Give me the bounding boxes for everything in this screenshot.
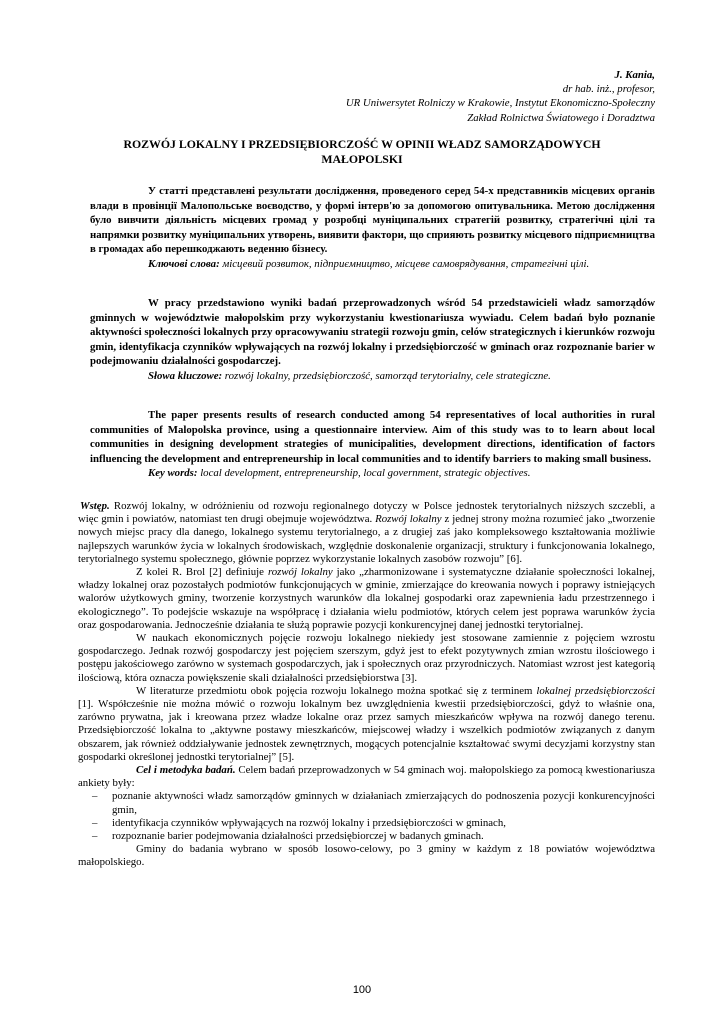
paragraph-text: Rozwój lokalny, w odróżnieniu od rozwoju regionalnego dotyczy w Polsce jednostek terytorialnych niższych szczebli, a więc gmin i powiatów, natomiast ten drugi obejmuje województwa. [78, 500, 655, 526]
list-item [78, 830, 655, 843]
section-label: Wstęp. [80, 500, 110, 512]
section-label: Cel i metodyka badań. [136, 764, 236, 777]
body-paragraph [78, 566, 655, 632]
list-item [78, 817, 655, 830]
keywords-label: Słowa kluczowe: [148, 369, 223, 382]
abstract-text: The paper presents results of research conducted among 54 representatives of local authorities in rural communities of Malopolska province, using a questionnaire interview. Aim of this study was to to learn about local communities in designing development strategies of municipalities, development directions, identification of factors influencing the development and entrepreneurship in local communities and to identify barriers to making small business. [90, 409, 655, 465]
article-title-line: ROZWÓJ LOKALNY I PRZEDSIĘBIORCZOŚĆ W OPINII WŁADZ SAMORZĄDOWYCH [123, 137, 601, 151]
list-item-text: rozpoznanie barier podejmowania działalności przedsiębiorczej w badanych gminach. [112, 830, 484, 843]
keywords-line [90, 466, 655, 481]
italic-term: Rozwój lokalny [375, 513, 442, 526]
keywords-text: rozwój lokalny, przedsiębiorczość, samorząd terytorialny, cele strategiczne. [224, 369, 551, 382]
abstract-ukrainian [90, 184, 655, 271]
keywords-text: місцевий розвиток, підприємництво, місцеве самоврядування, стратегічні цілі. [222, 257, 590, 270]
dash-marker: – [92, 790, 98, 803]
body-paragraph [78, 764, 655, 790]
paragraph-text: jako „zharmonizowane i systematyczne działanie społeczności lokalnej, władzy lokalnej oraz pozostałych podmiotów funkcjonujących w gminie, zmierzające do kreowania nowych i poprawy istniejących walorów użytkowych gminy, tworzenie korzystnych warunków dla lokalnej gospodarki oraz zapewnienia ładu przestrzennego i ekologicznego”. To podejście wskazuje na współpracę i działania wielu podmiotów, których celem jest poprawa warunków życia oraz gospodarowania. Jednocześnie działania te służą poprawie pozycji konkurencyjnej danej jednostki terytorialnej. [78, 566, 655, 631]
author-block [250, 68, 655, 125]
list-item-text: poznanie aktywności władz samorządów gminnych w działaniach zmierzających do podnoszenia pozycji konkurencyjności gmin, [112, 790, 655, 816]
paragraph-text: W literaturze przedmiotu obok pojęcia rozwoju lokalnego można spotkać się z terminem [136, 684, 537, 697]
author-institution: UR Uniwersytet Rolniczy w Krakowie, Instytut Ekonomiczno-Społeczny [345, 97, 655, 110]
dash-marker: – [92, 830, 98, 843]
list-item [78, 790, 655, 816]
paragraph-text: [1]. Współcześnie nie można mówić o rozwoju lokalnym bez uwzględnienia kwestii przedsiębiorczości, gdyż to właśnie ona, zarówno prywatna, jak i kreowana przez władze lokalne oraz przez samych mieszkańców wpływa na rozwój danego terenu. Przedsiębiorczość lokalna to „aktywne postawy mieszkańców, miejscowej władzy i wszelkich podmiotów związanych z danym obszarem, jak również oddziaływanie jednostek zewnętrznych, mogących potencjalnie kształtować swymi decyzjami korzystny stan gospodarki określonej jednostki terytorialnej” [5]. [78, 698, 655, 763]
abstract-polish [90, 296, 655, 383]
keywords-label: Ключові слова: [148, 257, 220, 270]
page-number: 100 [352, 984, 372, 996]
author-department: Zakład Rolnictwa Światowego i Doradztwa [467, 111, 655, 124]
abstract-text: У статті представлені результати дослідження, проведеного серед 54-х представників місцевих органів влади в провінції Малопольське воєводство, у формі інтерв'ю за допомогою опитувальника. Метою дослідження було вивчити діяльність місцевих громад у розробці муніципальних стратегій розвитку, стратегічні цілі та напрямки розвитку муніципальних утворень, виявити фактори, що сприяють розвитку місцевого підприємництва в громадах або перешкоджають веденню бізнесу. [90, 185, 655, 255]
abstract-english [90, 408, 655, 481]
article-title [78, 137, 646, 166]
italic-term: lokalnej przedsiębiorczości [536, 684, 655, 697]
paragraph-text: Celem badań przeprowadzonych w 54 gminach woj. małopolskiego za pomocą kwestionariusza ankiety były: [78, 764, 655, 790]
article-title-line: MAŁOPOLSKI [321, 151, 403, 166]
italic-term: rozwój lokalny [267, 566, 333, 579]
keywords-line [90, 369, 655, 384]
body-paragraph: Gminy do badania wybrano w sposób losowo-celowy, po 3 gminy w każdym z 18 powiatów województwa małopolskiego. [78, 843, 655, 869]
author-degree: dr hab. inż., profesor, [562, 83, 655, 96]
keywords-label: Key words: [148, 467, 198, 479]
paragraph-text: z jednej strony można rozumieć jako „tworzenie nowych miejsc pracy dla danego, lokalnego systemu terytorialnego, a z drugiej zaś jako kompleksowego kształtowania możliwie najlepszych warunków życia w lokalnych środowiskach, względnie doskonalenie organizacji, struktury i funkcjonowania lokalnego, terytorialnego systemu społecznego, głównie poprzez wykorzystanie lokalnych zasobów rozwoju” [6]. [78, 513, 655, 565]
keywords-line [90, 257, 655, 272]
body-paragraph [78, 500, 655, 566]
abstract-text: W pracy przedstawiono wyniki badań przeprowadzonych wśród 54 przedstawicieli władz samorządów gminnych w województwie małopolskim przy wykorzystaniu kwestionariusza wywiadu. Celem badań było poznanie aktywności społeczności lokalnych przy opracowywaniu strategii rozwoju gmin, celów strategicznych i kierunków rozwoju gmin, identyfikacja czynników wpływających na rozwój lokalny i przedsiębiorczość w gminach oraz rozpoznanie barier w podejmowaniu działalności gospodarczej. [90, 297, 655, 367]
body-paragraph [78, 685, 655, 764]
list-item-text: identyfikacja czynników wpływających na rozwój lokalny i przedsiębiorczości w gminach, [112, 816, 506, 829]
body-paragraph: W naukach ekonomicznych pojęcie rozwoju lokalnego niekiedy jest stosowane zamiennie z pojęciem wzrostu gospodarczego. Jednak rozwój gospodarczy jest pojęciem szerszym, gdyż jest to efekt pozytywnych zmian wzrostu ilościowego i postępu jakościowego zarówno w systemach gospodarczych, jak i społecznych oraz przyrodniczych. Natomiast wzrost jest kategorią ilościową, która oznacza powiększenie skali działalności przedsiębiorstwa [3]. [78, 632, 655, 684]
dash-marker: – [92, 816, 98, 829]
article-body [78, 500, 655, 870]
author-name: J. Kania, [614, 69, 655, 81]
paragraph-text: Z kolei R. Brol [2] definiuje [136, 566, 268, 579]
bullet-list [78, 790, 655, 843]
keywords-text: local development, entrepreneurship, local government, strategic objectives. [200, 467, 531, 479]
